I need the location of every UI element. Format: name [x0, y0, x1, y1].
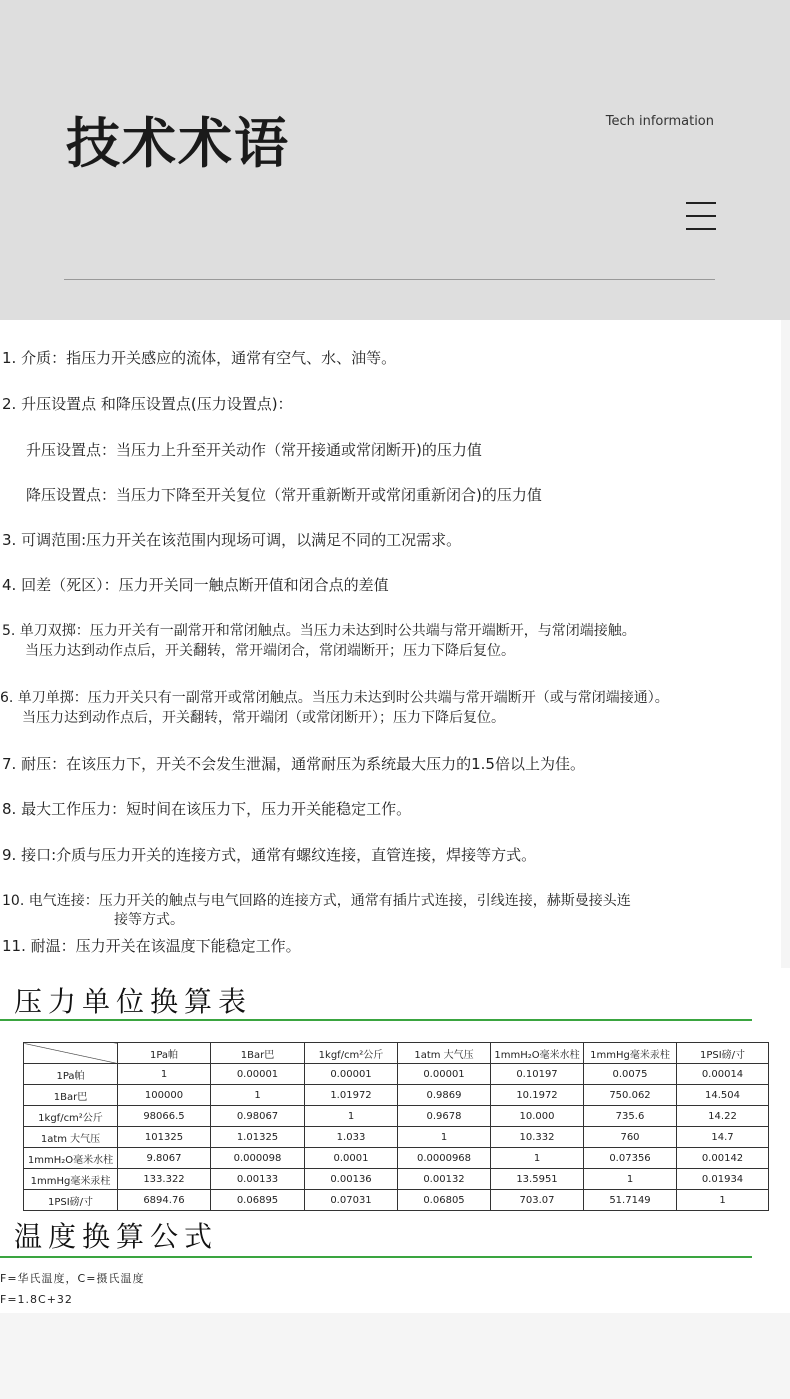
table-cell: 10.000: [491, 1106, 584, 1127]
table-cell: 10.332: [491, 1127, 584, 1148]
table-row: [24, 1190, 769, 1211]
column-header: 1atm 大气压: [398, 1043, 491, 1064]
table-cell: 0.07031: [305, 1190, 398, 1211]
row-label: 1mmH₂O毫米水柱: [24, 1148, 118, 1169]
column-header: 1Pa帕: [118, 1043, 211, 1064]
table-cell: 101325: [118, 1127, 211, 1148]
table-cell: 0.00133: [211, 1169, 305, 1190]
pressure-table-title: 压力单位换算表: [14, 985, 253, 1018]
term-text: 7. 耐压：在该压力下，开关不会发生泄漏，通常耐压为系统最大压力的1.5倍以上为佳。: [2, 755, 585, 773]
table-row: [24, 1148, 769, 1169]
table-cell: 10.1972: [491, 1085, 584, 1106]
row-label: 1mmHg毫米汞柱: [24, 1169, 118, 1190]
table-row: [24, 1127, 769, 1148]
term-item: [2, 754, 585, 774]
table-cell: 0.06895: [211, 1190, 305, 1211]
column-header: 1mmHg毫米汞柱: [584, 1043, 677, 1064]
pressure-conversion-table: [23, 1042, 769, 1211]
table-row: [24, 1169, 769, 1190]
formula-line: F=1.8C+32: [0, 1293, 73, 1306]
row-label: 1atm 大气压: [24, 1127, 118, 1148]
table-cell: 0.00014: [677, 1064, 769, 1085]
table-cell: 0.00001: [398, 1064, 491, 1085]
table-cell: 1: [491, 1148, 584, 1169]
table-cell: 0.9869: [398, 1085, 491, 1106]
row-label: 1kgf/cm²公斤: [24, 1106, 118, 1127]
table-cell: 98066.5: [118, 1106, 211, 1127]
term-text: 11. 耐温：压力开关在该温度下能稳定工作。: [2, 937, 301, 955]
column-header: 1Bar巴: [211, 1043, 305, 1064]
menu-icon[interactable]: [686, 202, 716, 230]
term-item: [26, 485, 542, 505]
term-item: [2, 621, 636, 661]
table-cell: 1: [305, 1106, 398, 1127]
table-cell: 760: [584, 1127, 677, 1148]
table-cell: 0.00001: [305, 1064, 398, 1085]
term-continuation: 接等方式。: [114, 912, 184, 928]
temperature-title-underline: [0, 1256, 752, 1258]
table-cell: 0.01934: [677, 1169, 769, 1190]
table-cell: 0.00136: [305, 1169, 398, 1190]
table-cell: 0.000098: [211, 1148, 305, 1169]
term-text: 9. 接口:介质与压力开关的连接方式，通常有螺纹连接，直管连接，焊接等方式。: [2, 846, 537, 864]
table-cell: 1: [398, 1127, 491, 1148]
table-cell: 1.01972: [305, 1085, 398, 1106]
term-text: 1. 介质：指压力开关感应的流体，通常有空气、水、油等。: [2, 349, 397, 367]
table-cell: 0.0000968: [398, 1148, 491, 1169]
term-text: 4. 回差（死区）：压力开关同一触点断开值和闭合点的差值: [2, 576, 389, 594]
header-divider: [64, 279, 715, 280]
page-title: 技术术语: [66, 112, 290, 175]
table-cell: 1: [677, 1190, 769, 1211]
table-cell: 703.07: [491, 1190, 584, 1211]
column-header: 1kgf/cm²公斤: [305, 1043, 398, 1064]
term-item: [2, 845, 536, 865]
table-cell: 51.7149: [584, 1190, 677, 1211]
table-cell: 1: [118, 1064, 211, 1085]
term-text: 10. 电气连接：压力开关的触点与电气回路的连接方式，通常有插片式连接，引线连接，赫斯曼接头连: [2, 893, 631, 909]
term-item: [2, 799, 411, 819]
terms-sheet: [0, 320, 781, 968]
table-row: [24, 1085, 769, 1106]
table-cell: 0.00001: [211, 1064, 305, 1085]
table-cell: 13.5951: [491, 1169, 584, 1190]
table-cell: 1: [584, 1169, 677, 1190]
term-item: [2, 394, 293, 414]
table-cell: 735.6: [584, 1106, 677, 1127]
table-cell: 1.033: [305, 1127, 398, 1148]
row-label: 1Bar巴: [24, 1085, 118, 1106]
term-text: 降压设置点：当压力下降至开关复位（常开重新断开或常闭重新闭合)的压力值: [26, 486, 542, 504]
term-item: [2, 575, 389, 595]
table-cell: 14.7: [677, 1127, 769, 1148]
table-cell: 14.504: [677, 1085, 769, 1106]
header-banner: [0, 0, 790, 320]
table-cell: 0.98067: [211, 1106, 305, 1127]
table-cell: 6894.76: [118, 1190, 211, 1211]
table-cell: 0.06805: [398, 1190, 491, 1211]
table-cell: 9.8067: [118, 1148, 211, 1169]
table-header-row: [24, 1043, 769, 1064]
table-cell: 0.0001: [305, 1148, 398, 1169]
term-item: [2, 530, 461, 550]
formula-line: F=华氏温度，C=摄氏温度: [0, 1272, 145, 1285]
term-text: 2. 升压设置点 和降压设置点(压力设置点)：: [2, 395, 293, 413]
term-item: [2, 936, 301, 956]
term-text: 升压设置点：当压力上升至开关动作（常开接通或常闭断开)的压力值: [26, 441, 482, 459]
term-text: 6. 单刀单掷：压力开关只有一副常开或常闭触点。当压力未达到时公共端与常开端断开（或与常闭端接通）。: [0, 690, 669, 706]
term-item: [26, 440, 482, 460]
pressure-title-underline: [0, 1019, 752, 1021]
conversion-section: [0, 968, 790, 1313]
page-subtitle: Tech information: [605, 114, 714, 129]
term-item: [0, 688, 669, 728]
column-header: 1mmH₂O毫米水柱: [491, 1043, 584, 1064]
row-label: 1Pa帕: [24, 1064, 118, 1085]
table-cell: 0.00132: [398, 1169, 491, 1190]
term-text: 5. 单刀双掷：压力开关有一副常开和常闭触点。当压力未达到时公共端与常开端断开，与常闭端接触。: [2, 623, 636, 639]
term-text: 8. 最大工作压力：短时间在该压力下，压力开关能稳定工作。: [2, 800, 412, 818]
term-continuation: 当压力达到动作点后，开关翻转，常开端闭（或常闭断开）；压力下降后复位。: [22, 710, 505, 726]
table-cell: 750.062: [584, 1085, 677, 1106]
table-cell: 0.07356: [584, 1148, 677, 1169]
table-corner-cell: [24, 1043, 118, 1064]
table-cell: 133.322: [118, 1169, 211, 1190]
table-cell: 1.01325: [211, 1127, 305, 1148]
table-row: [24, 1064, 769, 1085]
term-text: 3. 可调范围:压力开关在该范围内现场可调，以满足不同的工况需求。: [2, 531, 462, 549]
table-cell: 0.10197: [491, 1064, 584, 1085]
row-label: 1PSI磅/寸: [24, 1190, 118, 1211]
term-continuation: 当压力达到动作点后，开关翻转，常开端闭合，常闭端断开；压力下降后复位。: [25, 643, 515, 659]
term-item: [2, 348, 396, 368]
temperature-formula-title: 温度换算公式: [14, 1220, 219, 1253]
table-cell: 1: [211, 1085, 305, 1106]
table-cell: 0.9678: [398, 1106, 491, 1127]
column-header: 1PSI磅/寸: [677, 1043, 769, 1064]
term-item: [2, 891, 631, 929]
table-cell: 0.0075: [584, 1064, 677, 1085]
table-row: [24, 1106, 769, 1127]
table-cell: 100000: [118, 1085, 211, 1106]
table-cell: 0.00142: [677, 1148, 769, 1169]
table-cell: 14.22: [677, 1106, 769, 1127]
